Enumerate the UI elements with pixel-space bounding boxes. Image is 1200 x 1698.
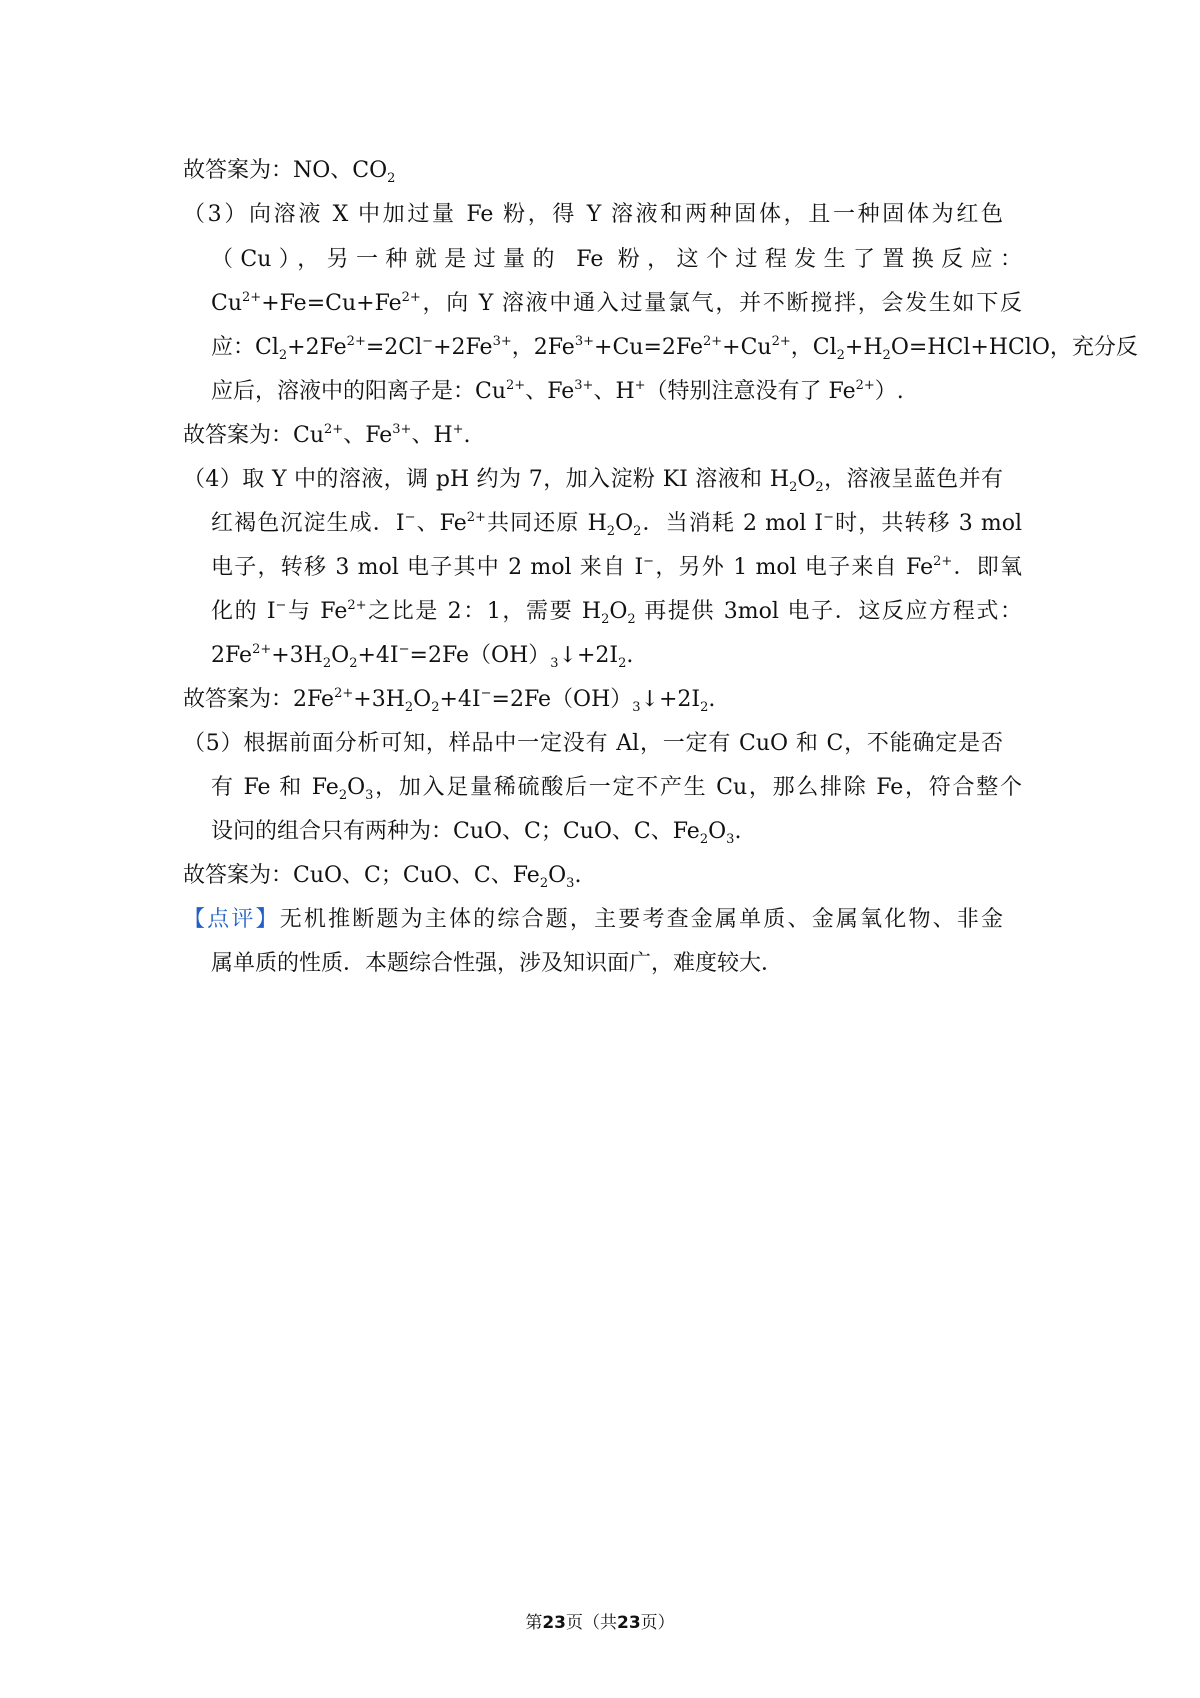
answer-line-2: 故答案为：$Cu^{2+}$、$Fe^{3+}$、H+.	[183, 422, 471, 448]
comment-line-2: 属单质的性质．本题综合性强，涉及知识面广，难度较大．	[211, 951, 784, 976]
total-pages-number: 23	[617, 1613, 641, 1633]
question-3-line-3: $Cu^{2+}+Fe=Cu+Fe^{2+}$，向 Y 溶液中通入过量氯气，并不断搅拌，会发生如下反	[211, 290, 1022, 316]
answer-line-3: 故答案为：$2Fe^{2+}+3H_2O_2+4I^-=2Fe(OH)_3↓+2I_2$.	[183, 686, 716, 715]
question-5-line-3: 设问的组合只有两种为：CuO、C；CuO、C、$Fe_2O_3$.	[211, 819, 742, 847]
question-3-line-4: 应：$Cl_2+2Fe^{2+}=2Cl^-+2Fe^{3+}$，$2Fe^{3+}+Cu=2Fe^{2+}+Cu^{2+}$，$Cl_2+H_2O=HCl+HClO$，充分反	[211, 334, 1138, 363]
question-4-line-1: （4）取 Y 中的溶液，调 pH 约为 7，加入淀粉 KI 溶液和 $H_2O_2$，溶液呈蓝色并有	[183, 467, 1003, 495]
answer-line-1: 故答案为：NO、$CO_2$	[183, 158, 396, 186]
question-4-line-2: 红褐色沉淀生成．I−、$Fe^{2+}$共同还原 $H_2O_2$．当消耗 2 mol I−时，共转移 3 mol	[211, 510, 1022, 539]
question-4-line-4: 化的 I−与 $Fe^{2+}$之比是 2：1，需要 $H_2O_2$ 再提供 3mol 电子．这反应方程式：	[211, 598, 1022, 627]
question-3-line-1: （3）向溶液 X 中加过量 Fe 粉，得 Y 溶液和两种固体，且一种固体为红色	[183, 202, 1003, 227]
current-page-number: 23	[542, 1613, 566, 1633]
footer-prefix: 第	[525, 1613, 543, 1633]
page-footer	[0, 1611, 1200, 1635]
question-5-line-1: （5）根据前面分析可知，样品中一定没有 Al，一定有 CuO 和 C，不能确定是否	[183, 731, 1003, 756]
footer-middle: 页（共	[566, 1613, 617, 1633]
comment-line-1: 【点评】无机推断题为主体的综合题，主要考查金属单质、金属氧化物、非金	[183, 907, 1003, 932]
question-4-line-5: $2Fe^{2+}+3H_2O_2+4I^-=2Fe(OH)_3↓+2I_2$.	[211, 642, 634, 671]
question-3-line-2: （Cu），另一种就是过量的 Fe 粉，这个过程发生了置换反应：	[211, 247, 1022, 272]
question-5-line-2: 有 Fe 和 $Fe_2O_3$，加入足量稀硫酸后一定不产生 Cu，那么排除 Fe，符合整个	[211, 775, 1022, 803]
answer-line-4: 故答案为：CuO、C；CuO、C、$Fe_2O_3$.	[183, 863, 582, 891]
footer-suffix: 页）	[640, 1613, 675, 1633]
question-3-line-5: 应后，溶液中的阳离子是：$Cu^{2+}$、$Fe^{3+}$、H+（特别注意没有了 $Fe^{2+}$）.	[211, 378, 904, 404]
question-4-line-3: 电子，转移 3 mol 电子其中 2 mol 来自 I−，另外 1 mol 电子来自 $Fe^{2+}$．即氧	[211, 554, 1022, 580]
